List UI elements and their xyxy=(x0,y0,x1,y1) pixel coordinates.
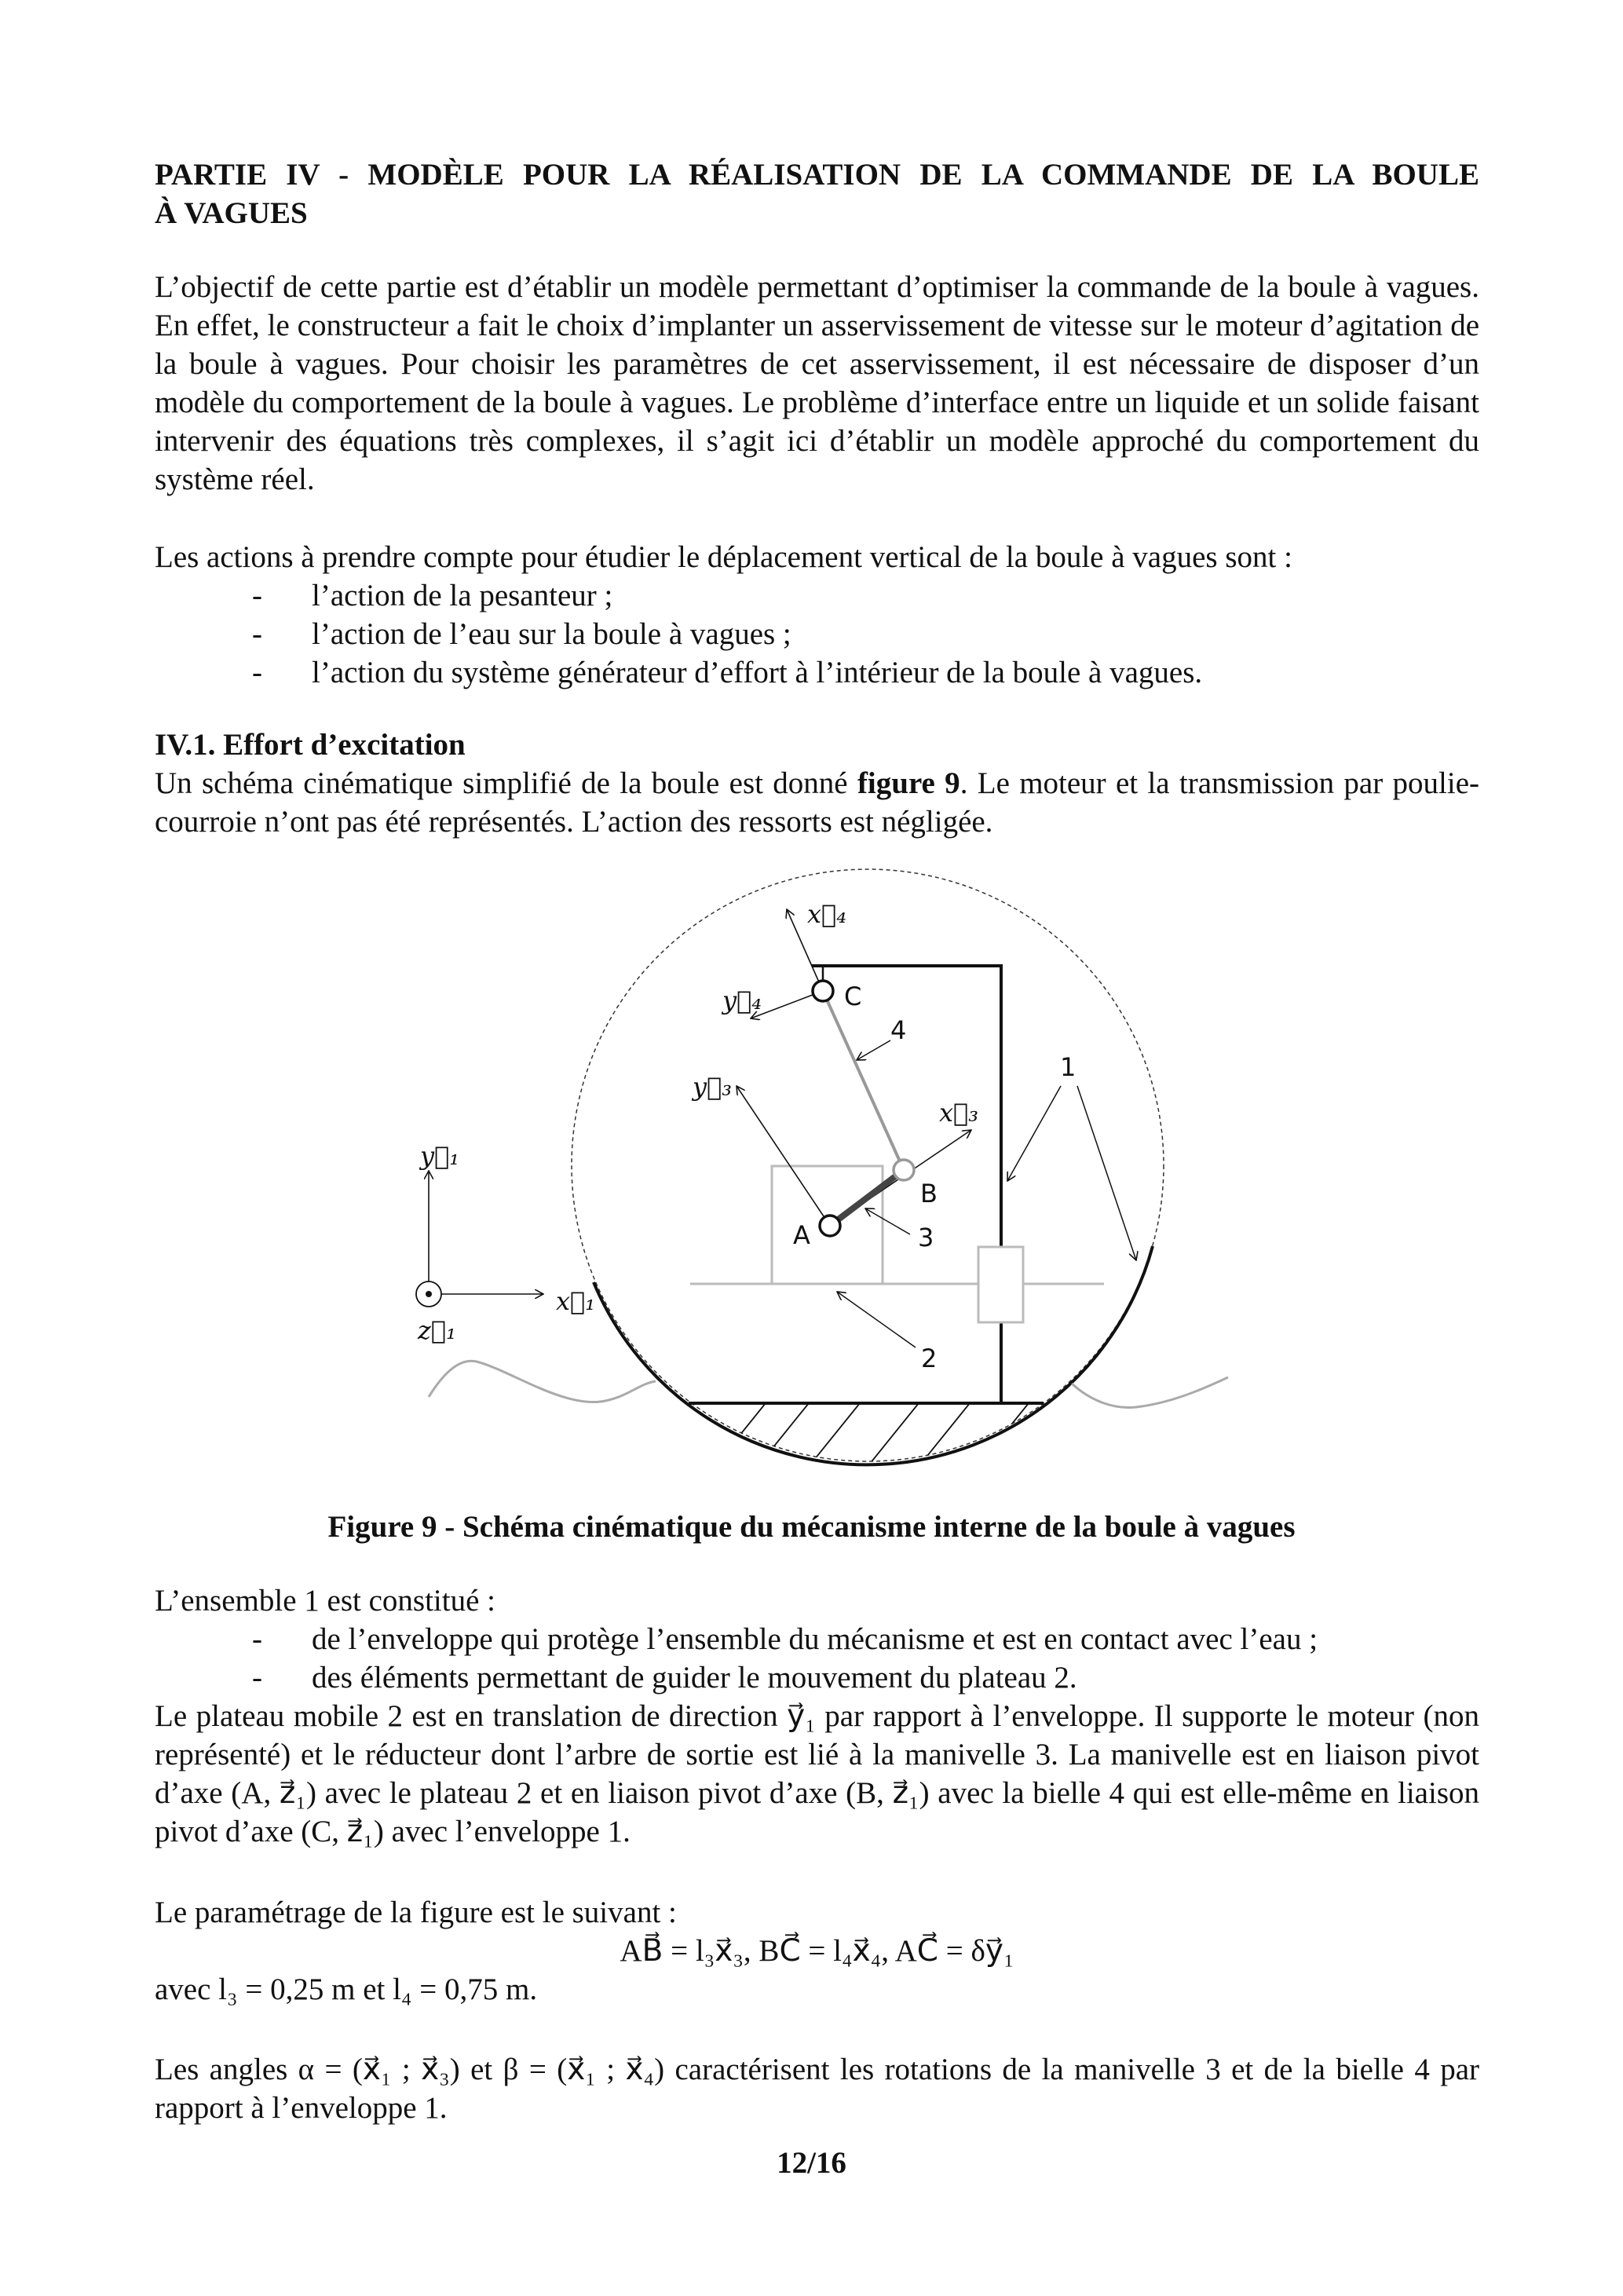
title-line-2: À VAGUES xyxy=(155,196,308,230)
label-4: 4 xyxy=(890,1015,907,1045)
title-line-1: PARTIE IV - MODÈLE POUR LA RÉALISATION DE LA COMMANDE DE LA BOULE xyxy=(155,158,1479,192)
pivot-b xyxy=(894,1160,914,1180)
label-x4: x⃗₄ xyxy=(807,899,847,929)
intro-text: L’objectif de cette partie est d’établir un modèle permettant d’optimiser la commande de la boule à vagues. En effet, le constructeur a fait le choix d’implanter un asservissement de vitesse sur le moteur d’agitation de la boule à vagues. Pour choisir les paramètres de cet asservissement, il est nécessaire de disposer d’un modèle du comportement de la boule à vagues. Le problème d’interface entre un liquide et un solide faisant intervenir des équations très complexes, il s’agit ici d’établir un modèle approché du comportement du système réel. xyxy=(155,270,1479,496)
ensemble-text: Le plateau mobile 2 est en translation de direction y⃗₁ par rapport à l’enveloppe. Il supporte le moteur (non représenté) et le réducteur dont l’arbre de sortie est lié à la manivelle 3. La manivelle est en liaison pivot d’axe (A, z⃗₁) avec le plateau 2 et en liaison pivot d’axe (B, z⃗₁) avec la bielle 4 qui est elle-même en liaison pivot d’axe (C, z⃗₁) avec l’enveloppe 1. xyxy=(155,1699,1479,1848)
label-y1: y⃗₁ xyxy=(420,1141,460,1171)
actions-lead: Les actions à prendre compte pour étudier le déplacement vertical de la boule à vagues sont : xyxy=(155,540,1292,574)
page-number: 12/16 xyxy=(777,2146,846,2180)
list-item: - l’action de l’eau sur la boule à vagues ; xyxy=(252,617,791,651)
leader-1a xyxy=(1007,1086,1061,1181)
list-item-text: l’action du système générateur d’effort à l’intérieur de la boule à vagues. xyxy=(312,656,1203,689)
water-wave-right xyxy=(1072,1377,1228,1408)
section-heading: IV.1. Effort d’excitation xyxy=(155,728,466,762)
z1-dot xyxy=(426,1291,432,1297)
list-item: - des éléments permettant de guider le mouvement du plateau 2. xyxy=(252,1661,1077,1695)
section-text-b: . Le moteur et la transmission par poulie-courroie n’ont pas été représentés. L’action des ressorts est négligée. xyxy=(155,766,1479,839)
y3-vector xyxy=(737,1086,830,1226)
angles-paragraph xyxy=(155,2050,1479,2127)
label-2: 2 xyxy=(921,1344,938,1373)
list-item: - l’action du système générateur d’effort à l’intérieur de la boule à vagues. xyxy=(252,656,1203,689)
list-item: - l’action de la pesanteur ; xyxy=(252,579,613,612)
ensemble-paragraph xyxy=(155,1581,1479,1851)
leader-1b xyxy=(1077,1086,1136,1260)
leader-3 xyxy=(865,1208,910,1234)
angles-text: Les angles α = (x⃗₁ ; x⃗₃) et β = (x⃗₁ ; x⃗₄) caractérisent les rotations de la manivelle 3 et de la bielle 4 par rapport à l’enveloppe 1. xyxy=(155,2053,1479,2125)
label-c: C xyxy=(844,982,862,1011)
label-y3: y⃗₃ xyxy=(693,1072,733,1102)
list-item-text: l’action de la pesanteur ; xyxy=(312,579,613,612)
pivot-c xyxy=(813,981,833,1001)
list-item-text: l’action de l’eau sur la boule à vagues ; xyxy=(312,617,791,651)
parametrage-lead: Le paramétrage de la figure est le suivant : xyxy=(155,1896,677,1929)
list-item: - de l’enveloppe qui protège l’ensemble du mécanisme et est en contact avec l’eau ; xyxy=(252,1622,1318,1656)
label-3: 3 xyxy=(918,1223,934,1252)
label-b: B xyxy=(920,1179,938,1208)
envelope-solid-arc xyxy=(594,1246,1153,1464)
figure-reference: figure 9 xyxy=(857,766,960,800)
water-wave-left xyxy=(429,1361,656,1402)
label-x1: x⃗₁ xyxy=(556,1286,596,1316)
envelope-frame xyxy=(689,966,1044,1403)
pivot-a xyxy=(820,1216,840,1236)
label-z1: z⃗₁ xyxy=(418,1315,456,1345)
parametrage-formula: AB⃗ = l₃x⃗₃, BC⃗ = l₄x⃗₄, AC⃗ = δy⃗₁ xyxy=(620,1934,1014,1968)
figure-caption: Figure 9 - Schéma cinématique du mécanisme interne de la boule à vagues xyxy=(327,1510,1296,1544)
list-item-text: des éléments permettant de guider le mouvement du plateau 2. xyxy=(312,1661,1077,1695)
parametrage xyxy=(155,1893,1479,2009)
label-x3: x⃗₃ xyxy=(939,1098,979,1128)
ensemble-lead: L’ensemble 1 est constitué : xyxy=(155,1584,495,1618)
section-text-a: Un schéma cinématique simplifié de la boule est donné xyxy=(155,766,857,800)
leader-4 xyxy=(857,1040,890,1060)
slider-guide xyxy=(978,1247,1023,1322)
leader-2 xyxy=(837,1292,916,1347)
label-1: 1 xyxy=(1060,1052,1077,1082)
label-a: A xyxy=(793,1220,810,1250)
parametrage-values: avec l₃ = 0,25 m et l₄ = 0,75 m. xyxy=(155,1972,538,2006)
list-item-text: de l’enveloppe qui protège l’ensemble du mécanisme et est en contact avec l’eau ; xyxy=(312,1622,1318,1656)
crank-3 xyxy=(830,1170,904,1226)
label-y4: y⃗₄ xyxy=(722,985,762,1015)
